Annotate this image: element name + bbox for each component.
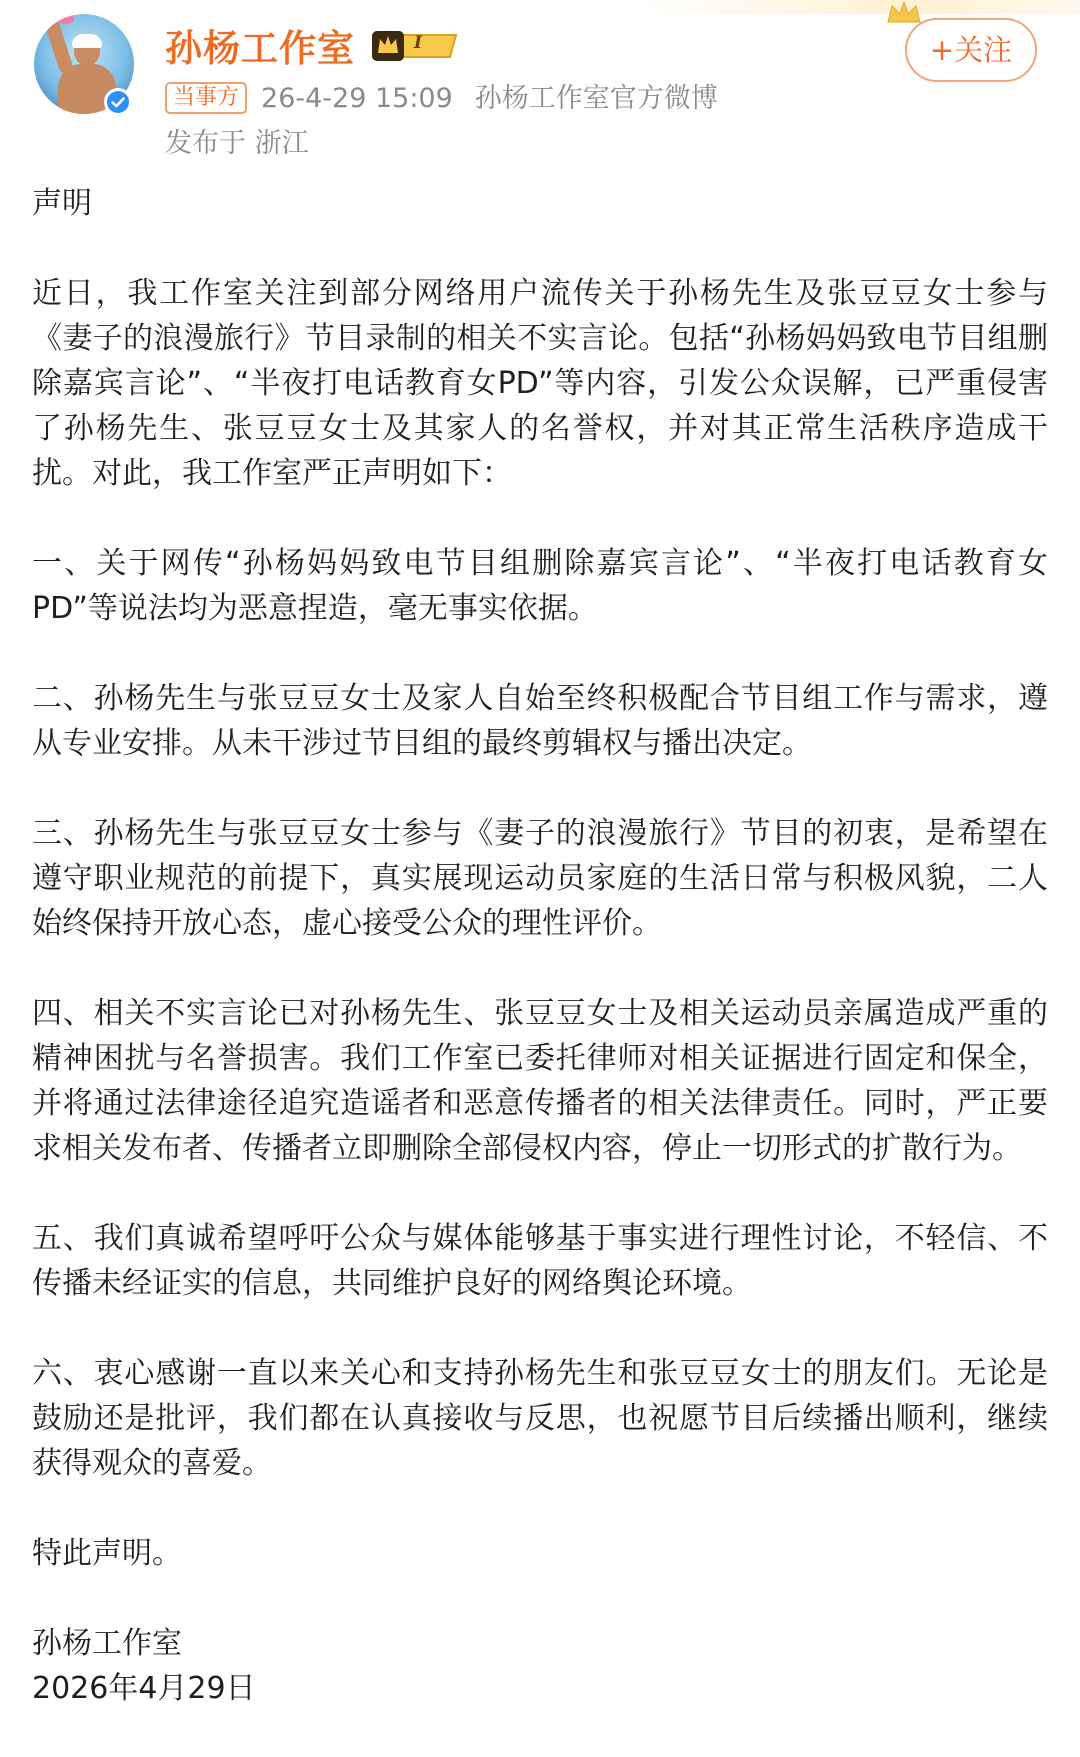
account-name[interactable]: 孙杨工作室: [165, 27, 355, 70]
post-meta: [165, 79, 718, 119]
statement-point-3: 三、孙杨先生与张豆豆女士参与《妻子的浪漫旅行》节目的初衷，是希望在遵守职业规范的前提下，真实展现运动员家庭的生活日常与积极风貌，二人始终保持开放心态，虚心接受公众的理性评价。: [32, 816, 1048, 941]
statement-point-6: 六、衷心感谢一直以来关心和支持孙杨先生和张豆豆女士的朋友们。无论是鼓励还是批评，我们都在认真接收与反思，也祝愿节目后续播出顺利，继续获得观众的喜爱。: [32, 1356, 1048, 1481]
statement-title: 声明: [32, 186, 92, 221]
crown-vip-icon[interactable]: [370, 27, 462, 65]
avatar-figure-cap: [72, 34, 102, 48]
vip-level: I: [414, 33, 422, 53]
post-timestamp[interactable]: 26-4-29 15:09: [261, 83, 453, 114]
statement-closing: 特此声明。: [32, 1536, 182, 1571]
statement-date: 2026年4月29日: [32, 1671, 256, 1706]
follow-button[interactable]: +关注: [905, 18, 1037, 82]
verified-check-icon: [104, 88, 132, 116]
statement-point-2: 二、孙杨先生与张豆豆女士及家人自始至终积极配合节目组工作与需求，遵从专业安排。从未干涉过节目组的最终剪辑权与播出决定。: [32, 681, 1048, 761]
statement-signature: 孙杨工作室: [32, 1626, 182, 1661]
statement-point-4: 四、相关不实言论已对孙杨先生、张豆豆女士及相关运动员亲属造成严重的精神困扰与名誉损害。我们工作室已委托律师对相关证据进行固定和保全，并将通过法律途径追究造谣者和恶意传播者的相关法律责任。同时，严正要求相关发布者、传播者立即删除全部侵权内容，停止一切形式的扩散行为。: [32, 996, 1048, 1166]
post-body: [32, 181, 1048, 1711]
decorative-banner: [640, 0, 1080, 14]
crown-decoration-icon: [884, 0, 924, 24]
role-tag: 当事方: [165, 82, 247, 114]
statement-point-1: 一、关于网传“孙杨妈妈致电节目组删除嘉宾言论”、“半夜打电话教育女PD”等说法均为恶意捏造，毫无事实依据。: [32, 546, 1048, 626]
statement-intro: 近日，我工作室关注到部分网络用户流传关于孙杨先生及张豆豆女士参与《妻子的浪漫旅行》节目录制的相关不实言论。包括“孙杨妈妈致电节目组删除嘉宾言论”、“半夜打电话教育女PD”等内容，引发公众误解，已严重侵害了孙杨先生、张豆豆女士及其家人的名誉权，并对其正常生活秩序造成干扰。对此，我工作室严正声明如下：: [32, 276, 1048, 491]
post-location: 发布于 浙江: [165, 128, 309, 159]
post-header: [0, 0, 1080, 170]
post-source: 孙杨工作室官方微博: [474, 83, 718, 114]
statement-point-5: 五、我们真诚希望呼吁公众与媒体能够基于事实进行理性讨论，不轻信、不传播未经证实的信息，共同维护良好的网络舆论环境。: [32, 1221, 1048, 1301]
